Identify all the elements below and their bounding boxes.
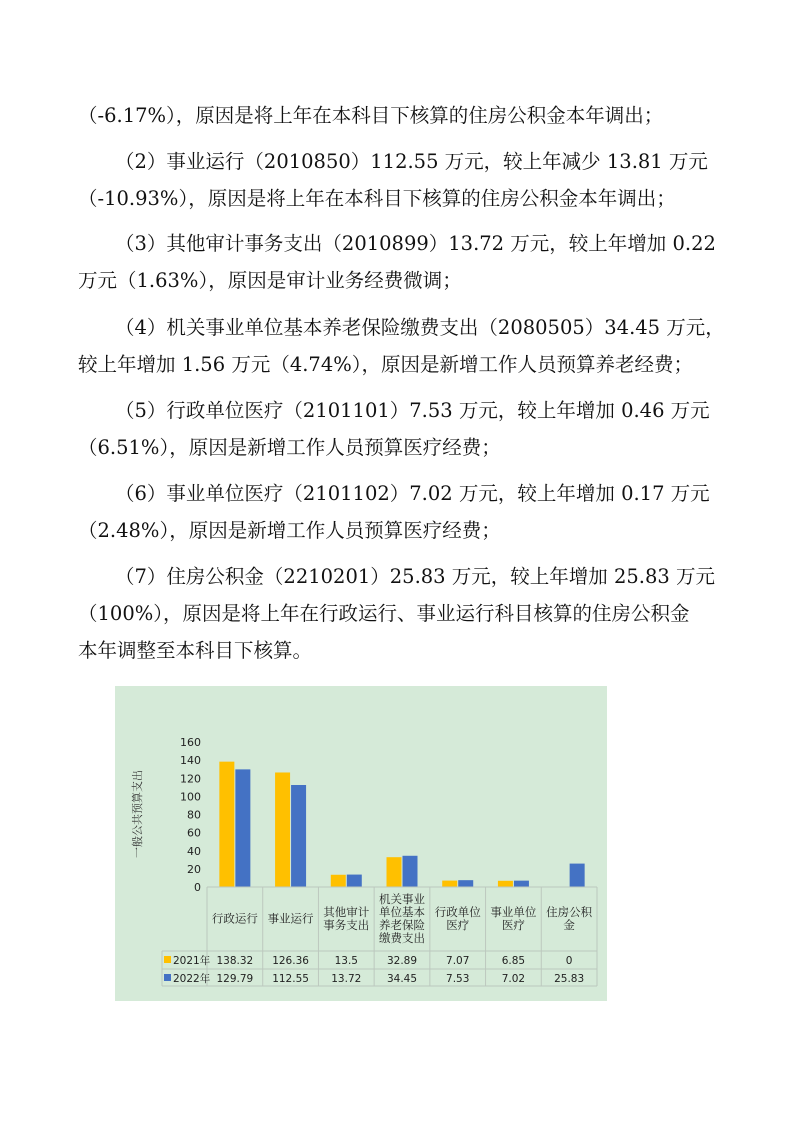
- bar-2022年-5: [514, 881, 529, 887]
- bar-2022年-1: [291, 785, 306, 887]
- text-line: （6）事业单位医疗（2101102）7.02 万元，较上年增加 0.17 万元: [115, 482, 710, 505]
- category-label: 缴费支出: [379, 931, 425, 945]
- category-label: 行政运行: [211, 911, 258, 926]
- category-label: 医疗: [501, 918, 525, 932]
- legend-label: 2021年: [173, 955, 211, 967]
- data-value: 126.36: [272, 955, 309, 967]
- text-line: （-10.93%），原因是将上年在本科目下核算的住房公积金本年调出；: [78, 187, 676, 210]
- text-line: 较上年增加 1.56 万元（4.74%），原因是新增工作人员预算养老经费；: [78, 353, 694, 376]
- paragraph-1: [78, 97, 718, 134]
- y-tick-label: 0: [194, 881, 201, 894]
- category-label: 单位基本: [379, 905, 425, 919]
- legend-label: 2022年: [173, 973, 211, 985]
- data-value: 112.55: [272, 973, 309, 985]
- y-tick-label: 40: [187, 844, 201, 858]
- paragraph-4: [78, 309, 725, 383]
- text-line: （4）机关事业单位基本养老保险缴费支出（2080505）34.45 万元，: [115, 316, 725, 339]
- legend-swatch-2021年: [164, 956, 171, 963]
- paragraph-5: [78, 392, 718, 466]
- legend-swatch-2022年: [164, 974, 171, 981]
- text-line: （100%），原因是将上年在行政运行、事业运行科目核算的住房公积金: [78, 602, 690, 625]
- text-line: （5）行政单位医疗（2101101）7.53 万元，较上年增加 0.46 万元: [115, 399, 710, 422]
- text-line: （2）事业运行（2010850）112.55 万元，较上年减少 13.81 万元: [115, 150, 708, 173]
- y-axis-label: 一般公共预算支出: [131, 770, 144, 858]
- data-value: 7.53: [446, 973, 470, 985]
- chart-canvas: [115, 686, 607, 1001]
- bar-2021年-2: [331, 875, 346, 887]
- paragraph-3: [78, 225, 718, 299]
- data-value: 13.5: [334, 955, 358, 967]
- data-value: 34.45: [386, 973, 418, 985]
- category-label: 养老保险: [379, 918, 425, 932]
- bar-2021年-3: [387, 857, 402, 887]
- bar-2021年-4: [442, 881, 457, 887]
- y-tick-label: 20: [187, 862, 201, 876]
- paragraph-7: [78, 558, 718, 669]
- category-label: 住房公积: [546, 905, 593, 919]
- category-label: 事业运行: [267, 911, 314, 926]
- text-line: （3）其他审计事务支出（2010899）13.72 万元，较上年增加 0.22: [115, 232, 716, 255]
- category-label: 事务支出: [323, 918, 370, 932]
- y-tick-label: 100: [180, 790, 201, 804]
- data-value: 0: [565, 955, 573, 967]
- data-value: 25.83: [554, 973, 585, 985]
- bar-2022年-3: [403, 856, 418, 887]
- bar-2022年-0: [235, 769, 250, 887]
- y-tick-label: 160: [180, 736, 201, 749]
- text-line: （-6.17%），原因是将上年在本科目下核算的住房公积金本年调出；: [78, 104, 664, 127]
- data-value: 32.89: [386, 955, 418, 967]
- bar-2021年-1: [275, 772, 290, 887]
- category-label: 行政单位: [434, 905, 481, 919]
- text-line: （6.51%），原因是新增工作人员预算医疗经费；: [78, 436, 501, 459]
- y-tick-label: 140: [180, 754, 201, 768]
- y-tick-label: 60: [187, 826, 201, 840]
- data-value: 6.85: [501, 955, 526, 967]
- text-line: 万元（1.63%），原因是审计业务经费微调；: [78, 269, 462, 292]
- category-label: 医疗: [446, 918, 470, 932]
- bar-2022年-2: [347, 875, 362, 887]
- category-label: 其他审计: [323, 905, 370, 919]
- data-value: 138.32: [216, 955, 254, 967]
- data-value: 129.79: [216, 973, 254, 985]
- text-line: （7）住房公积金（2210201）25.83 万元，较上年增加 25.83 万元: [115, 565, 715, 588]
- bar-2022年-6: [570, 864, 585, 887]
- paragraph-6: [78, 475, 718, 549]
- text-line: （2.48%），原因是新增工作人员预算医疗经费；: [78, 519, 501, 542]
- data-value: 13.72: [331, 973, 362, 985]
- bar-2021年-5: [498, 881, 513, 887]
- y-tick-label: 80: [187, 808, 201, 822]
- data-value: 7.02: [501, 973, 526, 985]
- data-value: 7.07: [446, 955, 470, 967]
- paragraph-2: [78, 143, 718, 217]
- category-label: 事业单位: [490, 905, 537, 919]
- bar-2021年-0: [219, 762, 234, 887]
- bar-2022年-4: [458, 880, 473, 887]
- expenditure-chart: [115, 686, 607, 1001]
- text-line: 本年调整至本科目下核算。: [78, 639, 313, 662]
- category-label: 机关事业: [379, 892, 425, 906]
- category-label: 金: [563, 918, 575, 932]
- y-tick-label: 120: [180, 772, 201, 786]
